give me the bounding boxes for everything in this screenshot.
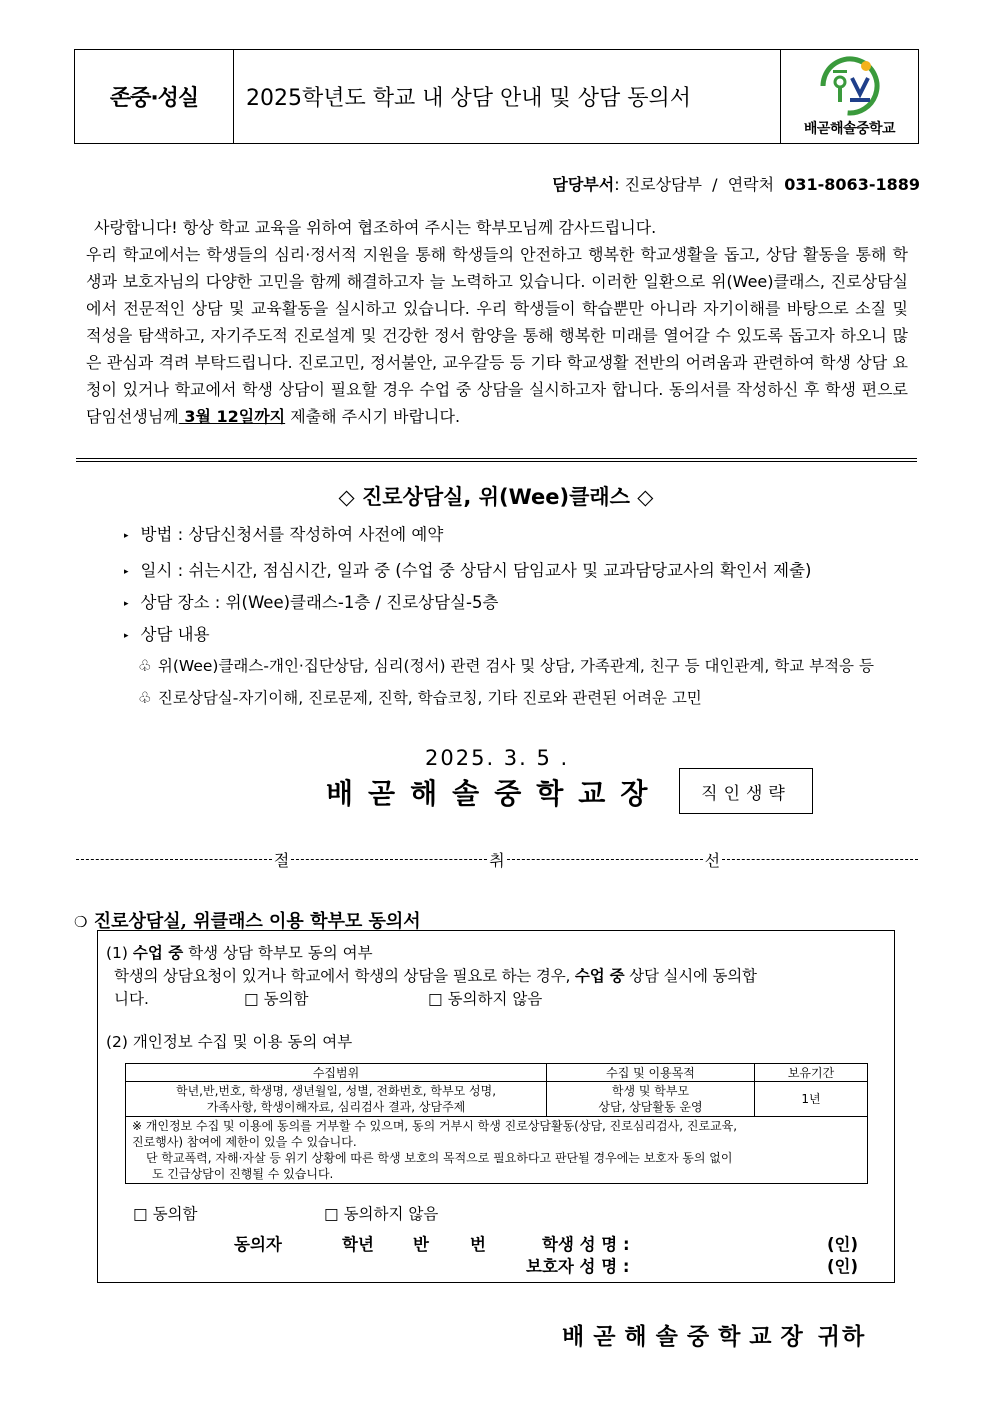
circle-bullet-icon: ❍ [74, 913, 88, 931]
q1-bold: 수업 중 [132, 944, 184, 962]
note-line: 단 학교폭력, 자해·자살 등 위기 상황에 따른 학생 보호의 목적으로 필요하다고 판단될 경우에는 보호자 동의 없이 [146, 1151, 733, 1165]
consent-form [97, 930, 895, 1283]
document-header [74, 49, 919, 144]
q1-number: (1) [106, 944, 133, 962]
q2-disagree-checkbox[interactable]: □ 동의하지 않음 [324, 1205, 439, 1223]
scope-line: 가족사항, 학생이해자료, 심리검사 결과, 상담주제 [206, 1100, 466, 1114]
school-motto: 존중·성실 [75, 50, 234, 143]
q1-text-bold: 수업 중 [574, 967, 625, 985]
bullet-method [124, 521, 443, 545]
bullet-time [124, 557, 811, 581]
issue-date: 2025. 3. 5 . [425, 746, 570, 770]
table-row [126, 1082, 868, 1117]
student-seal-mark: (인) [827, 1235, 859, 1254]
q1-disagree-checkbox[interactable]: □ 동의하지 않음 [428, 990, 543, 1008]
guardian-seal-mark: (인) [827, 1257, 859, 1276]
col-header-period: 보유기간 [755, 1064, 868, 1082]
q1-text-line2: 니다. [114, 990, 149, 1008]
sub-item-text: 진로상담실-자기이해, 진로문제, 진학, 학습코칭, 기타 진로와 관련된 어려운 고민 [157, 689, 702, 707]
intro-greeting: 사랑합니다! 항상 학교 교육을 위하여 협조하여 주시는 학부모님께 감사드립니다. [94, 218, 657, 237]
triangle-bullet-icon: ▸ [124, 530, 129, 541]
triangle-bullet-icon: ▸ [124, 630, 129, 641]
q2-label: (2) 개인정보 수집 및 이용 동의 여부 [106, 1033, 353, 1051]
deadline: 3월 12일까지 [178, 407, 286, 426]
intro-body [86, 241, 908, 430]
dash-segment [291, 859, 487, 860]
table-row [126, 1064, 868, 1082]
purpose-line: 학생 및 학부모 [611, 1084, 690, 1098]
note-line: 도 긴급상담이 진행될 수 있습니다. [152, 1167, 334, 1181]
footer-suffix: 귀하 [817, 1324, 867, 1350]
privacy-table [125, 1063, 868, 1184]
privacy-note [126, 1117, 868, 1184]
class-field[interactable]: 반 [413, 1235, 429, 1254]
table-row [126, 1117, 868, 1184]
phone-label: 연락처 [727, 175, 775, 194]
bullet-place [124, 589, 498, 613]
cut-word-1: 절 [273, 851, 290, 870]
school-name: 배곧해솔중학교 [803, 120, 896, 137]
clover-icon: ♧ [138, 657, 152, 675]
q2-agree-checkbox[interactable]: □ 동의함 [133, 1205, 198, 1223]
bullet-text: 상담 내용 [140, 625, 210, 644]
bullet-text: 일시 : 쉬는시간, 점심시간, 일과 중 (수업 중 상담시 담임교사 및 교과담당교사의 확인서 제출) [140, 561, 812, 580]
purpose-line: 상담, 상담활동 운영 [598, 1100, 703, 1114]
scope-line: 학년,반,번호, 학생명, 생년월일, 성별, 전화번호, 학부모 성명, [175, 1084, 497, 1098]
clover-icon: ♧ [138, 689, 152, 707]
note-line: ※ 개인정보 수집 및 이용에 동의를 거부할 수 있으며, 동의 거부시 학생 진로상담활동(상담, 진로심리검사, 진로교육, [132, 1119, 738, 1133]
document-title: 2025학년도 학교 내 상담 안내 및 상담 동의서 [234, 50, 781, 143]
divider [76, 458, 917, 462]
footer-recipient [562, 1318, 866, 1351]
bullet-text: 상담 장소 : 위(Wee)클래스-1층 / 진로상담실-5층 [140, 593, 499, 612]
sub-item-wee [138, 654, 874, 676]
school-emblem-icon [818, 56, 882, 116]
cut-word-2: 취 [489, 851, 505, 870]
dash-segment [722, 859, 918, 860]
guardian-name-field[interactable]: 보호자 성 명 : [526, 1257, 630, 1276]
q1-text [114, 964, 757, 986]
sub-item-text: 위(Wee)클래스-개인·집단상담, 심리(정서) 관련 검사 및 상담, 가족관계, 친구 등 대인관계, 학교 부적응 등 [157, 657, 874, 675]
bullet-content [124, 621, 210, 645]
grade-field[interactable]: 학년 [342, 1235, 374, 1254]
dash-segment [76, 859, 272, 860]
dash-segment [507, 859, 703, 860]
principal-name: 배곧해솔중학교장 [326, 777, 663, 810]
school-logo [781, 50, 918, 143]
bullet-text: 방법 : 상담신청서를 작성하여 사전에 예약 [140, 525, 444, 544]
footer-principal: 배곧해솔중학교장 [562, 1324, 812, 1350]
sub-item-career [138, 686, 702, 708]
signer-label: 동의자 [234, 1235, 282, 1254]
q1-label [106, 941, 373, 963]
note-line: 진로행사) 참여에 제한이 있을 수 있습니다. [132, 1135, 357, 1149]
q1-text-start: 학생의 상담요청이 있거나 학교에서 학생의 상담을 필요로 하는 경우, [114, 967, 575, 985]
triangle-bullet-icon: ▸ [124, 566, 129, 577]
dept-value: : 진로상담부 [614, 175, 702, 194]
q1-agree-checkbox[interactable]: □ 동의함 [244, 990, 309, 1008]
phone-value: 031-8063-1889 [784, 175, 920, 194]
cut-word-3: 선 [704, 851, 721, 870]
number-field[interactable]: 번 [470, 1235, 486, 1254]
section-title: ◇ 진로상담실, 위(Wee)클래스 ◇ [338, 485, 654, 509]
contact-line [552, 172, 920, 195]
triangle-bullet-icon: ▸ [124, 598, 129, 609]
cut-line [76, 848, 918, 871]
seal-omitted-box: 직인생략 [679, 768, 813, 814]
col-header-purpose: 수집 및 이용목적 [547, 1064, 755, 1082]
intro-paragraph [86, 214, 908, 430]
q1-text-end: 상담 실시에 동의합 [624, 967, 757, 985]
consent-form-title-text: 진로상담실, 위클래스 이용 학부모 동의서 [93, 911, 421, 932]
col-header-scope: 수집범위 [126, 1064, 547, 1082]
dept-label: 담당부서 [552, 175, 615, 194]
cell-purpose [547, 1082, 755, 1117]
contact-separator: / [712, 175, 718, 194]
cell-period: 1년 [755, 1082, 868, 1117]
q1-label-text: 학생 상담 학부모 동의 여부 [183, 944, 373, 962]
intro-body-text: 우리 학교에서는 학생들의 심리·정서적 지원을 통해 학생들의 안전하고 행복한 학교생활을 돕고, 상담 활동을 통해 학생과 보호자님의 다양한 고민을 함께 해결하고자 늘 노력하고 있습니다. 이러한 일환으로 위(Wee)클래스, 진로상담실에서 전문적인 상담 및 교육활동을 실시하고 있습니다. 우리 학생들이 학습뿐만 아니라 자기이해를 바탕으로 소질 및 적성을 탐색하고, 자기주도적 진로설계 및 건강한 정서 함양을 통해 행복한 미래를 열어갈 수 있도록 돕고자 하오니 많은 관심과 격려 부탁드립니다. 진로고민, 정서불안, 교우갈등 등 기타 학교생활 전반의 어려움과 관련하여 학생 상담 요청이 있거나 학교에서 학생 상담이 필요할 경우 수업 중 상담을 실시하고자 합니다. 동의서를 작성하신 후 학생 편으로 담임선생님께 [86, 245, 908, 426]
student-name-field[interactable]: 학생 성 명 : [542, 1235, 630, 1254]
cell-scope [126, 1082, 547, 1117]
intro-body-end: 제출해 주시기 바랍니다. [285, 407, 461, 426]
